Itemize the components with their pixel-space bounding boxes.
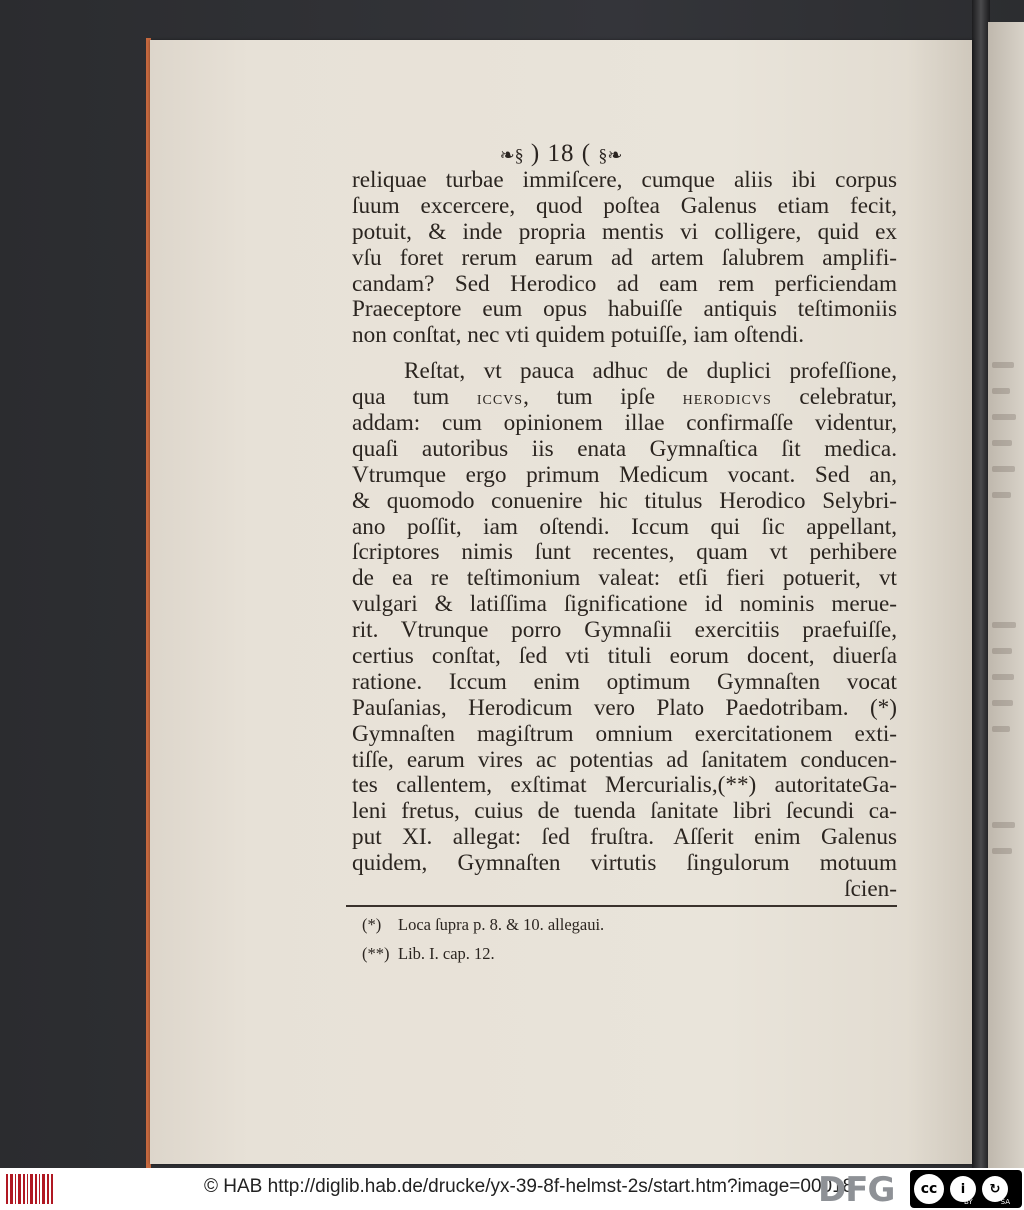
adjacent-page — [988, 22, 1024, 1168]
text-line: non conſtat, nec vti quidem potuiſſe, iam oſtendi. — [352, 322, 805, 349]
ornament-right-icon: §❧ — [598, 145, 623, 165]
body-text — [352, 168, 897, 903]
text-line: ſuum excercere, quod poſtea Galenus etiam fecit, — [352, 192, 897, 219]
footnote — [362, 939, 882, 968]
footnote-mark: (**) — [362, 944, 390, 963]
footnote-text: Loca ſupra p. 8. & 10. allegaui. — [398, 915, 605, 934]
text-line: ratione. Iccum enim optimum Gymnaſten vocat — [352, 668, 897, 695]
footnote-text: Lib. I. cap. 12. — [398, 944, 495, 963]
text-line: vſu foret rerum earum ad artem ſalubrem amplifi- — [352, 244, 897, 271]
dfg-logo: DFG — [818, 1170, 895, 1210]
text-line: certius conſtat, ſed vti tituli eorum docent, diuerſa — [352, 643, 897, 670]
catchword: ſcien- — [844, 876, 897, 903]
text-line: leni fretus, cuius de tuenda ſanitate libri ſecundi ca- — [352, 798, 897, 825]
text-line: ſcriptores nimis ſunt recentes, quam vt perhibere — [352, 539, 897, 566]
text-line: Pauſanias, Herodicum vero Plato Paedotribam. (*) — [352, 694, 897, 721]
text-line: & quomodo conuenire hic titulus Herodico Selybri- — [352, 487, 897, 514]
text-line: quidem, Gymnaſten virtutis ſingulorum motuum — [352, 850, 897, 877]
cc-license-labels: BY SA — [963, 1198, 1010, 1206]
text-line: potuit, & inde propria mentis vi colligere, quid ex — [352, 218, 897, 245]
text-line: rit. Vtrunque porro Gymnaſii exercitiis praefuiſſe, — [352, 617, 897, 644]
running-header — [150, 140, 972, 168]
text-line: tiſſe, earum vires ac potentias ad ſanitatem conducen- — [352, 746, 897, 773]
ornament-left-icon: ❧§ — [499, 145, 524, 165]
text-line: put XI. allegat: ſed fruſtra. Aſſerit enim Galenus — [352, 824, 897, 851]
footnote-rule — [346, 905, 897, 907]
text-line: ano poſſit, iam oſtendi. Iccum qui ſic appellant, — [352, 513, 897, 540]
footnote-mark: (*) — [362, 915, 382, 934]
name-iccus: iccvs — [476, 387, 524, 410]
by-attribution-icon: i — [950, 1176, 976, 1202]
text-line: Gymnaſten magiſtrum omnium exercitationem exti- — [352, 720, 897, 747]
footnotes — [362, 910, 882, 968]
name-herodicus: herodicvs — [682, 387, 772, 410]
text-line: quaſi autoribus iis enata Gymnaſtica ſit medica. — [352, 435, 897, 462]
text-line: tes callentem, exſtimat Mercurialis,(**) autoritateGa- — [352, 772, 897, 799]
text-line: addam: cum opinionem illae confirmaſſe videntur, — [352, 410, 897, 437]
page-number: ) 18 ( — [530, 140, 592, 167]
text-line: de ea re teſtimonium valeat: etſi fieri potuerit, vt — [352, 565, 897, 592]
hab-barcode-logo-icon — [6, 1174, 53, 1204]
viewer-footer — [0, 1168, 1024, 1210]
text-line: Praeceptore eum opus habuiſſe antiquis teſtimoniis — [352, 296, 897, 323]
text-line: candam? Sed Herodico ad eam rem perficiendam — [352, 270, 897, 297]
share-alike-icon: ↻ — [982, 1176, 1008, 1202]
text-line: Reſtat, vt pauca adhuc de duplici profeſſione, — [404, 358, 897, 385]
footnote — [362, 910, 882, 939]
text-line: vulgari & latiſſima ſignificatione id nominis merue- — [352, 591, 897, 618]
text-line: reliquae turbae immiſcere, cumque aliis ibi corpus — [352, 167, 897, 193]
cc-icon: cc — [914, 1174, 944, 1204]
text-line: qua tum iccvs, tum ipſe herodicvs celebratur, — [352, 384, 897, 411]
text-line: Vtrumque ergo primum Medicum vocant. Sed an, — [352, 461, 897, 488]
source-credit-link[interactable]: © HAB http://diglib.hab.de/drucke/yx-39-8f-helmst-2s/start.htm?image=00018 — [204, 1176, 854, 1197]
